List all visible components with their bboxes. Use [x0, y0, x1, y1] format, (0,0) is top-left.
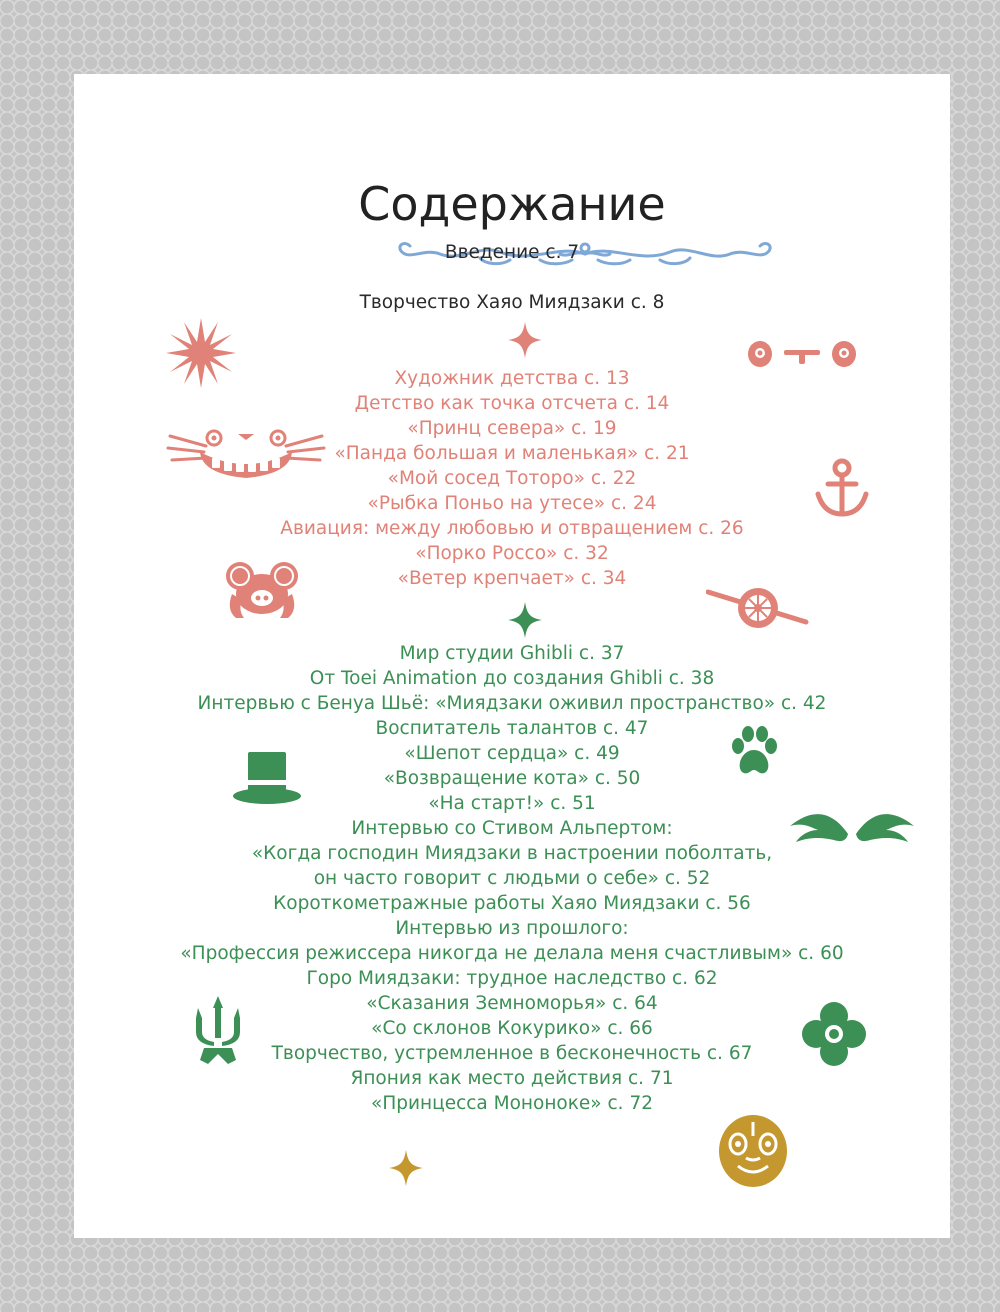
- mononoke-mask-icon: [718, 1114, 788, 1188]
- robot-face-icon: [746, 336, 858, 372]
- toc-entry: «Порко Россо» с. 32: [415, 543, 609, 564]
- sun-star-icon: [166, 318, 236, 388]
- toc-entry: Япония как место действия с. 71: [350, 1068, 674, 1089]
- toc-entry: От Toei Animation до создания Ghibli с. 38: [309, 668, 715, 689]
- top-hat-icon: [232, 750, 302, 806]
- toc-entry: «Рыбка Поньо на утесе» с. 24: [367, 493, 657, 514]
- wings-icon: [790, 808, 914, 848]
- toc-entry: Воспитатель талантов с. 47: [375, 718, 649, 739]
- sparkle-green-icon: [508, 602, 542, 638]
- pig-pilot-icon: [222, 560, 302, 622]
- anchor-icon: [814, 458, 870, 520]
- trident-icon: [188, 994, 248, 1066]
- toc-entry: Горо Миядзаки: трудное наследство с. 62: [306, 968, 718, 989]
- toc-entry: «Возвращение кота» с. 50: [383, 768, 641, 789]
- toc-entry: Интервью из прошлого:: [395, 918, 629, 939]
- toc-entry: Интервью с Бенуа Шьё: «Миядзаки оживил пространство» с. 42: [197, 693, 827, 714]
- toc-entry: «Сказания Земноморья» с. 64: [366, 993, 658, 1014]
- toc-entry: Художник детства с. 13: [394, 368, 630, 389]
- toc-entry: «Ветер крепчает» с. 34: [397, 568, 627, 589]
- toc-entry: «На старт!» с. 51: [428, 793, 596, 814]
- toc-entry: он часто говорит с людьми о себе» с. 52: [313, 868, 711, 889]
- sparkle-pink-icon: [508, 322, 542, 358]
- toc-entry: Творчество, устремленное в бесконечность с. 67: [271, 1043, 753, 1064]
- toc-entry: Короткометражные работы Хаяо Миядзаки с. 56: [273, 893, 751, 914]
- toc-entry: Введение с. 7: [444, 242, 580, 263]
- contents-page: [74, 74, 950, 1238]
- totoro-face-icon: [166, 426, 326, 480]
- toc-entry: «Профессия режиссера никогда не делала меня счастливым» с. 60: [180, 943, 844, 964]
- toc-entry: «Шепот сердца» с. 49: [404, 743, 620, 764]
- toc-entry: Мир студии Ghibli с. 37: [399, 643, 625, 664]
- toc-entry: «Мой сосед Тоторо» с. 22: [387, 468, 637, 489]
- toc-entry: «Со склонов Кокурико» с. 66: [371, 1018, 653, 1039]
- toc-entry: «Когда господин Миядзаки в настроении поболтать,: [251, 843, 773, 864]
- toc-entry: «Принц севера» с. 19: [407, 418, 617, 439]
- page-title: Содержание: [358, 177, 666, 231]
- flower-icon: [802, 1002, 866, 1066]
- toc-entry: «Панда большая и маленькая» с. 21: [334, 443, 690, 464]
- toc-entry: Детство как точка отсчета с. 14: [354, 393, 670, 414]
- toc-entry: «Принцесса Мононоке» с. 72: [371, 1093, 653, 1114]
- toc-entry: Интервью со Стивом Альпертом:: [351, 818, 673, 839]
- sparkle-gold-icon: [388, 1150, 424, 1186]
- paw-icon: [728, 726, 780, 778]
- toc-entry: Авиация: между любовью и отвращением с. 26: [280, 518, 744, 539]
- toc-entry: Творчество Хаяо Миядзаки с. 8: [359, 292, 665, 313]
- plane-propeller-icon: [706, 582, 810, 632]
